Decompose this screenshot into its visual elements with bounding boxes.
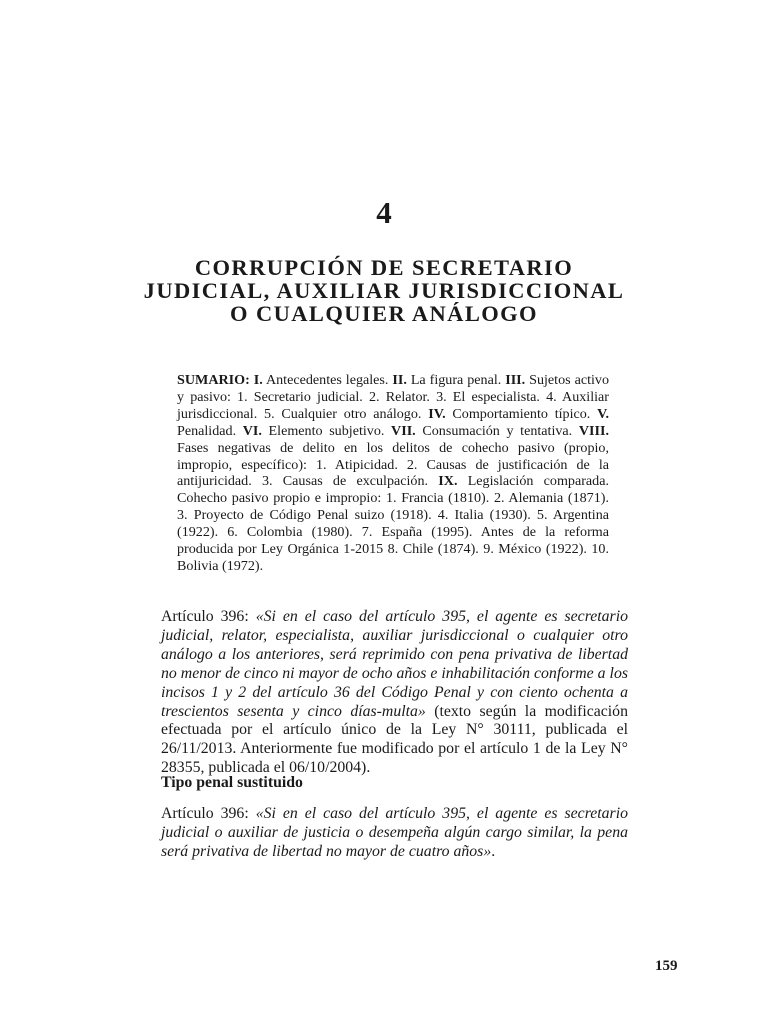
summary-item-number: I. <box>253 372 263 388</box>
summary-item-text: Comportamiento típico. <box>445 405 598 422</box>
summary-item-number: IX. <box>438 473 458 490</box>
summary-item-number: VIII. <box>578 422 609 439</box>
article-end: . <box>491 842 496 860</box>
summary-item-number: VI. <box>242 422 262 439</box>
summary-item-number: VII. <box>391 422 416 439</box>
chapter-title-line: O CUALQUIER ANÁLOGO <box>230 301 538 326</box>
summary-item-number: II. <box>392 372 407 388</box>
summary-item-text: Antecedentes legales. <box>262 372 393 388</box>
article-396-current <box>161 608 628 778</box>
summary-item-text: Consumación y tentativa. <box>415 422 579 439</box>
chapter-title-line: CORRUPCIÓN DE SECRETARIO <box>194 255 574 280</box>
summary-item-text: Sujetos activo y pasivo: 1. Secretario judicial. 2. Relator. 3. El especialista. 4. Auxiliar jurisdiccional. 5. Cualquier otro análogo. <box>177 372 609 422</box>
chapter-number: 4 <box>376 195 392 230</box>
summary-item-number: IV. <box>428 405 446 422</box>
article-quote: «Si en el caso del artículo 395, el agente es secretario judicial o auxiliar de justicia o desempeña algún cargo similar, la pena será privativa de libertad no mayor de cuatro años» <box>161 805 628 860</box>
article-quote: «Si en el caso del artículo 395, el agente es secretario judicial, relator, especialista, auxiliar jurisdiccional o cualquier otro análogo a los anteriores, será reprimido con pena privativa de libertad no menor de cinco ni mayor de ocho años e inhabilitación conforme a los incisos 1 y 2 del artículo 36 del Código Penal y con ciento ochenta a trescientos sesenta y cinco días-multa» <box>161 608 628 720</box>
article-note: (texto según la modificación efectuada por el artículo único de la Ley N° 30111, publicada el 26/11/2013. Anteriormente fue modificado por el artículo 1 de la Ley N° 28355, publicada el 06/10/2004). <box>161 702 628 777</box>
page-number: 159 <box>655 958 678 974</box>
article-lead: Artículo 396: <box>161 805 256 822</box>
replaced-law-heading: Tipo penal sustituido <box>161 774 303 791</box>
chapter-summary <box>177 372 609 575</box>
summary-item-text: La figura penal. <box>406 372 506 388</box>
article-lead: Artículo 396: <box>161 608 256 625</box>
summary-item-text: Elemento subjetivo. <box>261 422 392 439</box>
summary-item-text: Penalidad. <box>177 422 243 439</box>
article-396-replaced <box>161 805 628 862</box>
summary-item-number: V. <box>597 405 610 422</box>
summary-item-number: III. <box>505 372 526 388</box>
summary-item-text: Legislación comparada. Cohecho pasivo propio e impropio: 1. Francia (1810). 2. Alemania (1871). 3. Proyecto de Código Penal suizo (1918). 4. Italia (1930). 5. Argentina (1922). 6. Colombia (1980). 7. España (1995). Antes de la reforma producida por Ley Orgánica 1-2015 8. Chile (1874). 9. México (1922). 10. Bolivia (1972). <box>177 473 610 574</box>
summary-item-text: Fases negativas de delito en los delitos de cohecho pasivo (propio, impropio, específico): 1. Atipicidad. 2. Causas de justificación de la antijuricidad. 3. Causas de exculpación. <box>177 439 609 490</box>
chapter-title-line: JUDICIAL, AUXILIAR JURISDICCIONAL <box>143 278 625 303</box>
chapter-title <box>120 256 648 325</box>
summary-label: SUMARIO: <box>177 372 250 388</box>
